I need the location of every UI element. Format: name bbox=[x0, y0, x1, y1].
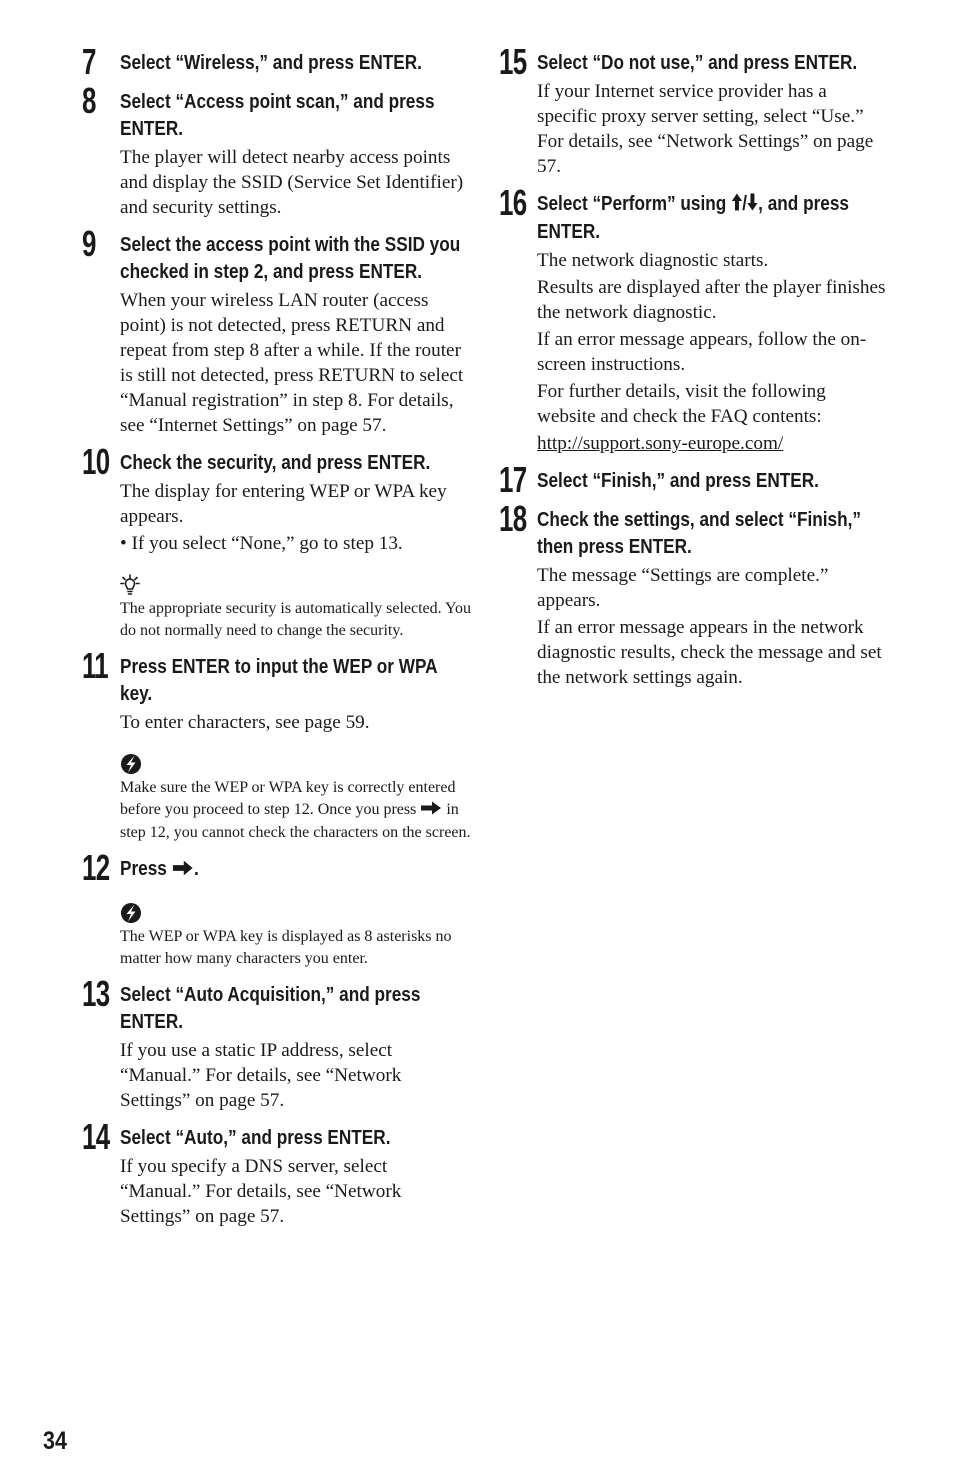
step-body-2: If an error message appears in the network diagnostic results, check the message and set the network settings again. bbox=[537, 617, 882, 688]
page-number: 34 bbox=[43, 1427, 67, 1455]
caution-text-end: in step 12, you cannot check the characters on the screen. bbox=[120, 801, 471, 841]
step-body-1: The network diagnostic starts. bbox=[537, 250, 769, 271]
caution-note bbox=[120, 753, 472, 844]
step-title: Select “Finish,” and press ENTER. bbox=[537, 470, 819, 492]
step-title: Select “Access point scan,” and press ENTER. bbox=[120, 91, 435, 140]
step-title-period: . bbox=[194, 858, 199, 880]
caution-icon bbox=[120, 753, 472, 777]
step-number: 8 bbox=[82, 80, 96, 121]
step-number: 18 bbox=[499, 498, 527, 539]
hint-note bbox=[120, 574, 472, 642]
step-title: Check the settings, and select “Finish,” then press ENTER. bbox=[537, 509, 862, 558]
step-7 bbox=[82, 41, 472, 82]
step-title-end: , and press ENTER. bbox=[537, 193, 850, 243]
step-title: Check the security, and press ENTER. bbox=[120, 452, 431, 474]
step-15 bbox=[499, 41, 889, 179]
step-number: 13 bbox=[82, 973, 110, 1014]
step-16 bbox=[499, 182, 889, 456]
step-number: 16 bbox=[499, 182, 527, 223]
step-number: 17 bbox=[499, 459, 527, 500]
step-title: Select “Wireless,” and press ENTER. bbox=[120, 52, 422, 74]
step-8 bbox=[82, 80, 472, 220]
left-column bbox=[82, 41, 472, 1241]
step-body-2: Results are displayed after the player finishes the network diagnostic. bbox=[537, 277, 886, 323]
step-18 bbox=[499, 498, 889, 690]
step-body: The display for entering WEP or WPA key appears. bbox=[120, 481, 447, 527]
step-body: When your wireless LAN router (access point) is not detected, press RETURN and repeat from step 8 after a while. If the router is still not detected, press RETURN to select “Manual registration” in step 8. For details, see “Internet Settings” on page 57. bbox=[120, 290, 464, 436]
right-column bbox=[499, 41, 889, 702]
step-number: 9 bbox=[82, 223, 96, 264]
step-number: 12 bbox=[82, 847, 110, 888]
step-number: 7 bbox=[82, 41, 96, 82]
step-title: Select the access point with the SSID you checked in step 2, and press ENTER. bbox=[120, 234, 461, 283]
hint-text: The appropriate security is automatically selected. You do not normally need to change the security. bbox=[120, 600, 472, 639]
step-number: 11 bbox=[82, 645, 108, 686]
step-title-text: Press bbox=[120, 858, 167, 880]
step-14 bbox=[82, 1116, 472, 1229]
step-title: Select “Perform” using / , and press ENTER. bbox=[537, 193, 850, 243]
step-10 bbox=[82, 441, 472, 642]
step-body: If you specify a DNS server, select “Manual.” For details, see “Network Settings” on page 57. bbox=[120, 1156, 402, 1227]
caution-note bbox=[120, 902, 472, 970]
down-arrow-icon bbox=[747, 192, 758, 219]
step-title: Press ENTER to input the WEP or WPA key. bbox=[120, 656, 437, 705]
caution-text: The WEP or WPA key is displayed as 8 asterisks no matter how many characters you enter. bbox=[120, 928, 452, 967]
step-body: If your Internet service provider has a specific proxy server setting, select “Use.” For details, see “Network Settings” on page 57. bbox=[537, 81, 874, 177]
step-body: To enter characters, see page 59. bbox=[120, 712, 370, 733]
step-title bbox=[120, 856, 464, 884]
step-13 bbox=[82, 973, 472, 1113]
step-12 bbox=[82, 847, 472, 970]
step-number: 15 bbox=[499, 41, 527, 82]
step-bullet: • If you select “None,” go to step 13. bbox=[120, 533, 403, 554]
step-body-1: The message “Settings are complete.” appears. bbox=[537, 565, 829, 611]
step-9 bbox=[82, 223, 472, 438]
up-arrow-icon bbox=[731, 192, 742, 219]
caution-text-start: Make sure the WEP or WPA key is correctly entered before you proceed to step 12. Once you press bbox=[120, 779, 456, 818]
step-17 bbox=[499, 459, 889, 500]
caution-text bbox=[120, 777, 472, 844]
right-arrow-icon bbox=[172, 857, 194, 884]
step-body: The player will detect nearby access points and display the SSID (Service Set Identifier) and security settings. bbox=[120, 147, 464, 218]
step-number: 10 bbox=[82, 441, 110, 482]
step-title-start: Select “Perform” using bbox=[537, 193, 727, 215]
step-11 bbox=[82, 645, 472, 844]
step-number: 14 bbox=[82, 1116, 110, 1157]
caution-icon bbox=[120, 902, 472, 926]
step-title: Select “Do not use,” and press ENTER. bbox=[537, 52, 858, 74]
right-arrow-icon bbox=[420, 800, 442, 822]
hint-lightbulb-icon bbox=[120, 574, 472, 598]
step-body: If you use a static IP address, select “Manual.” For details, see “Network Settings” on page 57. bbox=[120, 1040, 402, 1111]
step-title: Select “Auto Acquisition,” and press ENTER. bbox=[120, 984, 421, 1033]
support-link[interactable]: http://support.sony-europe.com/ bbox=[537, 433, 784, 454]
step-body-3: If an error message appears, follow the on-screen instructions. bbox=[537, 329, 867, 375]
step-body-4: For further details, visit the following website and check the FAQ contents: bbox=[537, 381, 826, 427]
step-title: Select “Auto,” and press ENTER. bbox=[120, 1127, 391, 1149]
